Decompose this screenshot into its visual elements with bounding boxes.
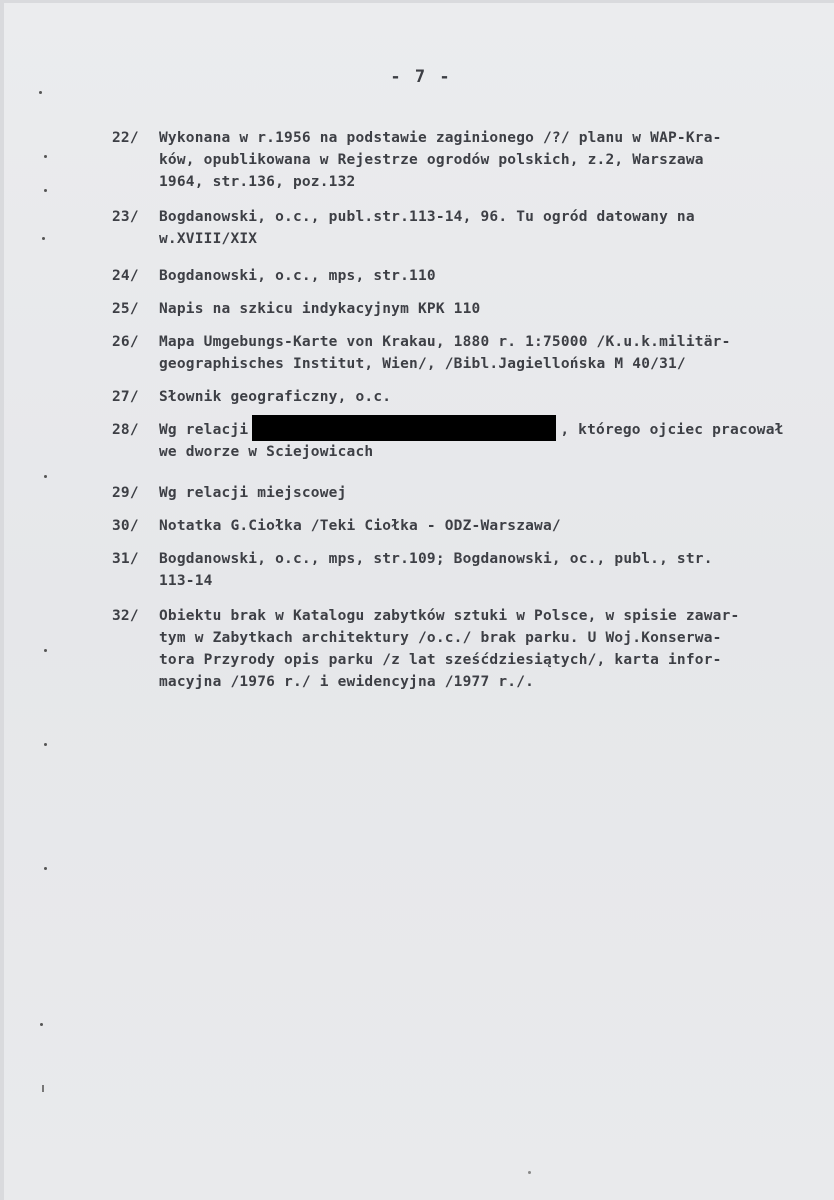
text-before-redaction: Wg relacji (159, 422, 249, 438)
text-line: Bogdanowski, o.c., mps, str.110 (159, 268, 436, 284)
footnote-text (159, 605, 820, 693)
text-line: Bogdanowski, o.c., publ.str.113-14, 96. Tu ogród datowany na (159, 209, 695, 225)
footnote-text (159, 298, 820, 320)
footnote-number: 24/ (112, 268, 139, 284)
footnote-27 (112, 386, 820, 408)
footnote-text (159, 548, 820, 592)
text-line: Słownik geograficzny, o.c. (159, 389, 392, 405)
scan-speck (44, 743, 47, 746)
footnote-text (159, 386, 820, 408)
footnote-number: 22/ (112, 130, 139, 146)
footnote-text (159, 331, 820, 375)
footnote-number: 31/ (112, 551, 139, 567)
text-line: we dworze w Sciejowicach (159, 444, 374, 460)
footnote-number: 26/ (112, 334, 139, 350)
text-line: geographisches Institut, Wien/, /Bibl.Jagiellońska M 40/31/ (159, 356, 686, 372)
text-line: Obiektu brak w Katalogu zabytków sztuki w Polsce, w spisie zawar- (159, 608, 740, 624)
text-line: Notatka G.Ciołka /Teki Ciołka - ODZ-Warszawa/ (159, 518, 561, 534)
footnote-25 (112, 298, 820, 320)
footnote-text (159, 515, 820, 537)
footnote-text (159, 127, 820, 193)
text-line: tora Przyrody opis parku /z lat sześćdziesiątych/, karta infor- (159, 652, 722, 668)
text-line: ków, opublikowana w Rejestrze ogrodów polskich, z.2, Warszawa (159, 152, 704, 168)
text-line: macyjna /1976 r./ i ewidencyjna /1977 r./. (159, 674, 535, 690)
redaction-bar (252, 415, 556, 441)
footnote-text (159, 419, 820, 463)
footnote-text (159, 265, 820, 287)
scan-speck (42, 237, 45, 240)
footnote-number: 23/ (112, 209, 139, 225)
footnote-number: 27/ (112, 389, 139, 405)
footnote-number: 25/ (112, 301, 139, 317)
footnote-number: 28/ (112, 422, 139, 438)
footnote-text (159, 482, 820, 504)
scan-speck (44, 649, 47, 652)
footnote-23 (112, 206, 820, 250)
text-after-redaction: , którego ojciec pracował (560, 422, 784, 438)
text-line: Bogdanowski, o.c., mps, str.109; Bogdanowski, oc., publ., str. (159, 551, 713, 567)
text-line: Mapa Umgebungs-Karte von Krakau, 1880 r. 1:75000 /K.u.k.militär- (159, 334, 731, 350)
scan-speck (40, 1023, 43, 1026)
footnote-30 (112, 515, 820, 537)
text-line: tym w Zabytkach architektury /o.c./ brak parku. U Woj.Konserwa- (159, 630, 722, 646)
footnote-32 (112, 605, 820, 693)
text-line: 1964, str.136, poz.132 (159, 174, 356, 190)
text-line: Wg relacji miejscowej (159, 485, 347, 501)
text-line: Napis na szkicu indykacyjnym KPK 110 (159, 301, 481, 317)
page-number: - 7 - (390, 67, 452, 87)
scan-speck (39, 91, 42, 94)
scan-speck (528, 1171, 531, 1174)
footnote-28 (112, 419, 820, 463)
footnote-22 (112, 127, 820, 193)
footnote-number: 30/ (112, 518, 139, 534)
footnote-number: 29/ (112, 485, 139, 501)
text-line: 113-14 (159, 573, 213, 589)
footnote-24 (112, 265, 820, 287)
scan-speck (44, 155, 47, 158)
footnote-text (159, 206, 820, 250)
scan-speck (44, 189, 47, 192)
footnote-31 (112, 548, 820, 592)
footnote-26 (112, 331, 820, 375)
text-line: Wykonana w r.1956 na podstawie zaginionego /?/ planu w WAP-Kra- (159, 130, 722, 146)
scan-speck (44, 475, 47, 478)
text-line: w.XVIII/XIX (159, 231, 258, 247)
footnote-29 (112, 482, 820, 504)
scan-speck (42, 1085, 44, 1092)
footnote-number: 32/ (112, 608, 139, 624)
scan-speck (44, 867, 47, 870)
footnote-list (112, 127, 820, 693)
